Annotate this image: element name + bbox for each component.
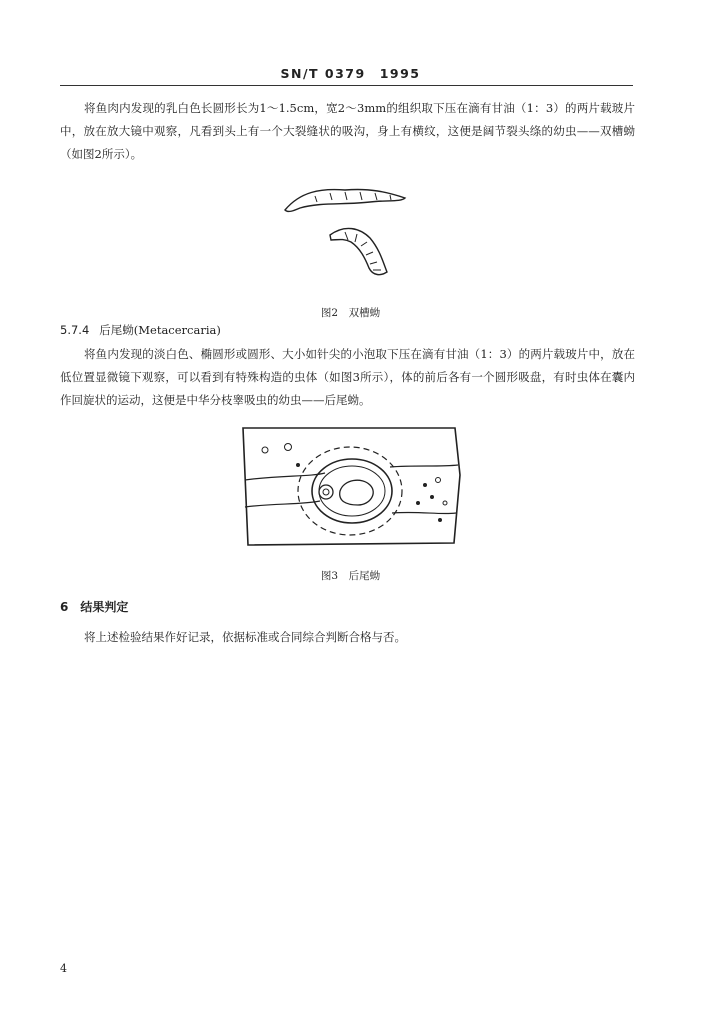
section-title: 后尾蚴(Metacercaria) <box>99 323 221 337</box>
paragraph-result-judgement: 将上述检验结果作好记录，依据标准或合同综合判断合格与否。 <box>84 630 406 644</box>
paragraph-metacercaria: 将鱼内发现的淡白色、椭圆形或圆形、大小如针尖的小泡取下压在滴有甘油（1：3）的两片载玻片中，放在低位置显微镜下观察，可以看到有特殊构造的虫体（如图3所示），体的前后各有一个圆形吸盘，有时虫体在囊内作回旋状的运动，这便是中华分枝睾吸虫的幼虫——后尾蚴。 <box>60 347 635 407</box>
figure-3-illustration <box>240 425 462 550</box>
section-5-7-4-heading <box>60 322 221 338</box>
figure-2-caption: 图2 双槽蚴 <box>320 307 381 319</box>
section-title: 结果判定 <box>80 600 129 614</box>
section-number: 5.7.4 <box>60 323 90 337</box>
figure-2-illustration <box>275 180 415 285</box>
paragraph-diphyllobothrium: 将鱼肉内发现的乳白色长圆形长为1～1.5cm，宽2～3mm的组织取下压在滴有甘油（1：3）的两片载玻片中，放在放大镜中观察，凡看到头上有一个大裂缝状的吸沟，身上有横纹，这便是阔节裂头绦的幼虫——双槽蚴（如图2所示）。 <box>60 101 635 161</box>
section-6-heading <box>60 598 128 615</box>
page-header: SN/T 0379 1995 <box>280 66 421 81</box>
figure-3-caption: 图3 后尾蚴 <box>320 570 381 582</box>
header-rule <box>60 85 633 86</box>
section-number: 6 <box>60 600 69 614</box>
page-number: 4 <box>60 962 67 975</box>
